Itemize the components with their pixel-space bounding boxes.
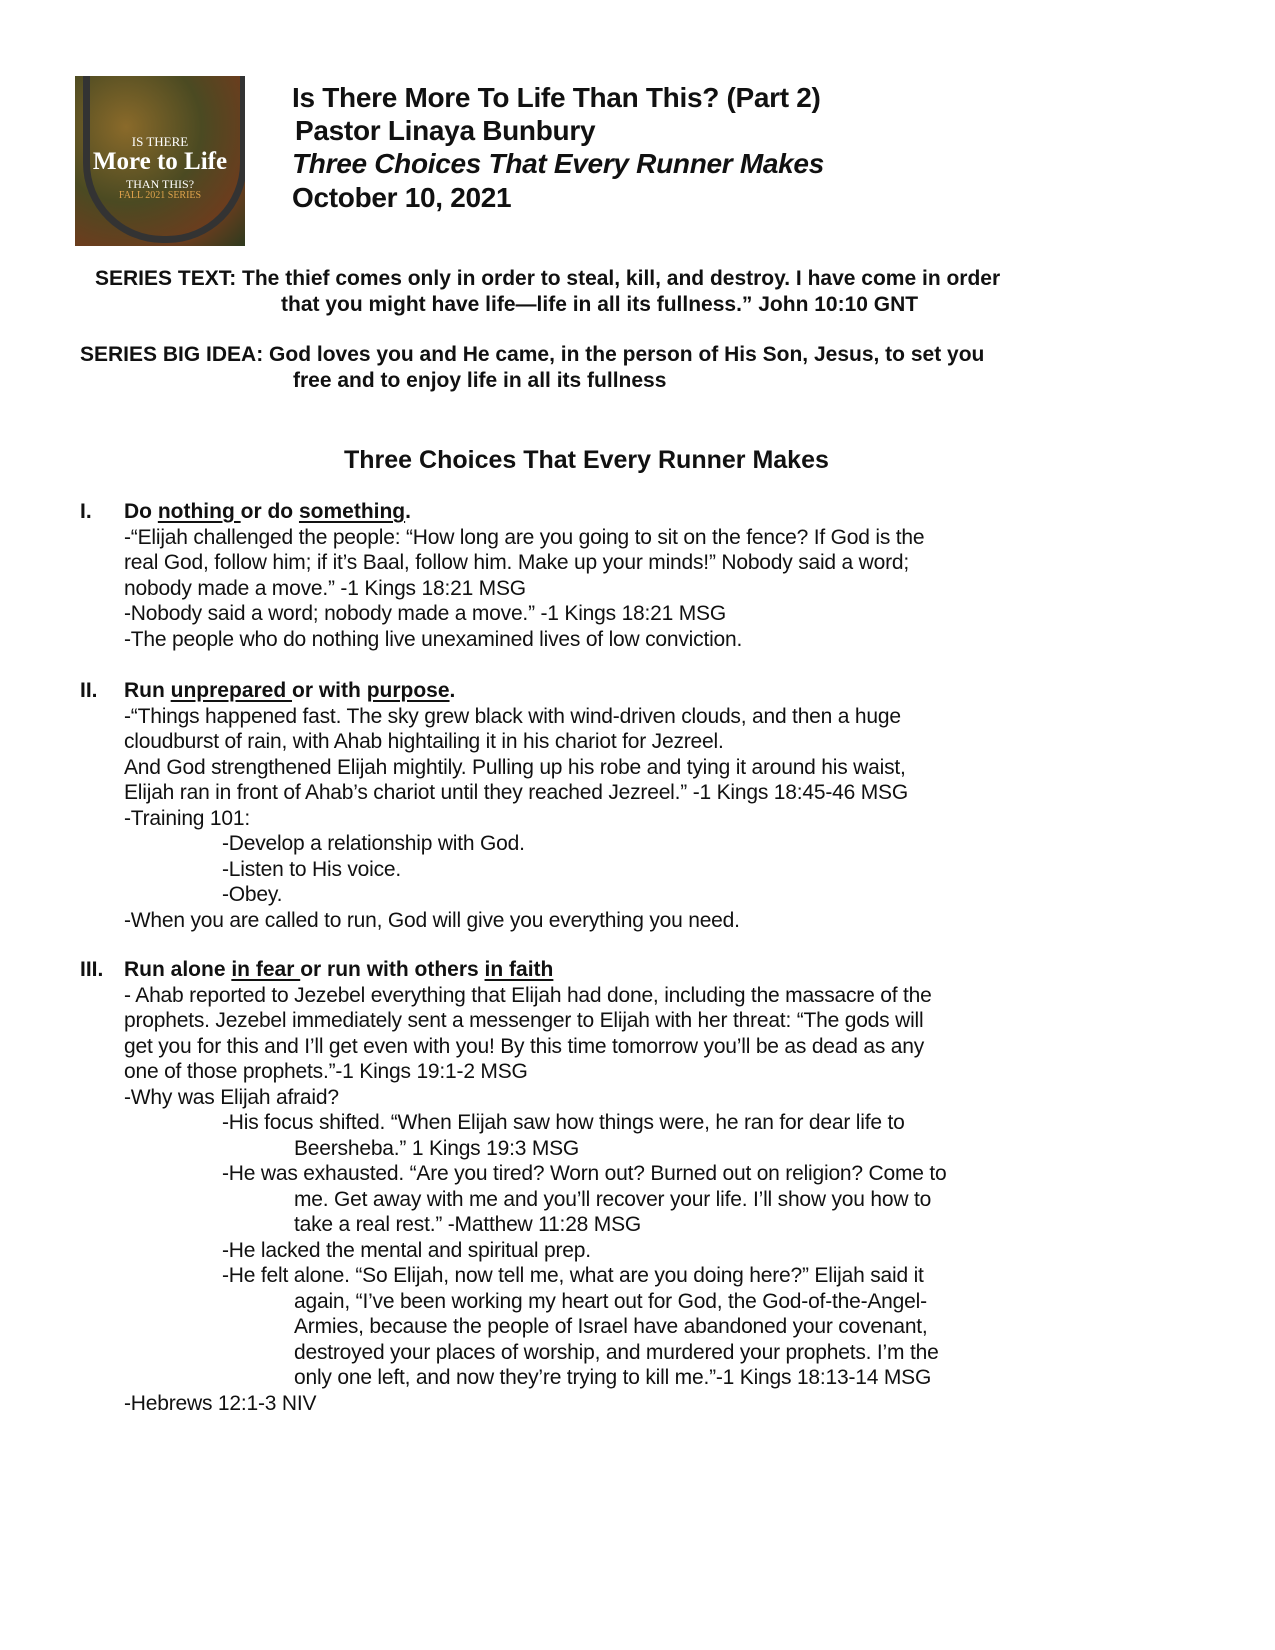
heading-text: Do xyxy=(124,500,158,523)
section-number: II. xyxy=(80,679,98,702)
note-line: -“Things happened fast. The sky grew black with wind-driven clouds, and then a huge xyxy=(124,704,901,728)
underlined-keyword: purpose xyxy=(366,679,450,702)
note-line: -The people who do nothing live unexamined lives of low conviction. xyxy=(124,627,743,651)
section-number: III. xyxy=(80,958,104,981)
heading-text: . xyxy=(405,500,411,523)
section-heading xyxy=(124,958,553,982)
series-text: SERIES TEXT: The thief comes only in order to steal, kill, and destroy. I have come in order xyxy=(95,267,1001,290)
note-line: -When you are called to run, God will give you everything you need. xyxy=(124,908,740,932)
section-title: Three Choices That Every Runner Makes xyxy=(344,446,829,474)
note-line: - Ahab reported to Jezebel everything that Elijah had done, including the massacre of the xyxy=(124,983,932,1007)
note-line: -He lacked the mental and spiritual prep. xyxy=(222,1238,591,1262)
underlined-keyword: in fear xyxy=(231,958,301,981)
note-line: one of those prophets.”-1 Kings 19:1-2 MSG xyxy=(124,1060,528,1083)
note-line: take a real rest.” -Matthew 11:28 MSG xyxy=(294,1213,642,1236)
underlined-keyword: unprepared xyxy=(170,679,293,702)
logo-text: THAN THIS? xyxy=(125,177,195,191)
note-line: -Hebrews 12:1-3 NIV xyxy=(124,1391,317,1415)
section-number: I. xyxy=(80,500,92,523)
logo-text: FALL 2021 SERIES xyxy=(118,190,202,201)
sermon-date: October 10, 2021 xyxy=(292,182,512,213)
sermon-title: Is There More To Life Than This? (Part 2) xyxy=(292,82,821,113)
note-line: destroyed your places of worship, and murdered your prophets. I’m the xyxy=(294,1340,939,1364)
note-line: -Nobody said a word; nobody made a move.” -1 Kings 18:21 MSG xyxy=(124,602,726,625)
note-line: only one left, and now they’re trying to kill me.”-1 Kings 18:13-14 MSG xyxy=(294,1366,932,1389)
note-line: -Why was Elijah afraid? xyxy=(124,1085,339,1109)
sermon-subtitle: Three Choices That Every Runner Makes xyxy=(292,148,824,179)
underlined-keyword: nothing xyxy=(157,500,241,523)
logo-text: IS THERE xyxy=(131,134,189,149)
series-big-idea: SERIES BIG IDEA: God loves you and He came, in the person of His Son, Jesus, to set you xyxy=(80,343,985,366)
heading-text: Run xyxy=(124,679,171,702)
series-logo-image xyxy=(75,76,245,246)
heading-text: . xyxy=(449,679,456,702)
note-line: -“Elijah challenged the people: “How long are you going to sit on the fence? If God is the xyxy=(124,525,925,549)
note-line: Elijah ran in front of Ahab’s chariot until they reached Jezreel.” -1 Kings 18:45-46 MSG xyxy=(124,781,908,804)
series-text-cont: that you might have life—life in all its fullness.” John 10:10 GNT xyxy=(281,293,919,316)
note-line: And God strengthened Elijah mightily. Pulling up his robe and tying it around his waist, xyxy=(124,755,906,779)
note-line: -Obey. xyxy=(222,883,283,906)
underlined-keyword: in faith xyxy=(484,958,554,981)
note-line: -Training 101: xyxy=(124,806,250,830)
note-line: cloudburst of rain, with Ahab hightailing it in his chariot for Jezreel. xyxy=(124,730,724,753)
heading-text: or with xyxy=(292,679,367,702)
note-line: get you for this and I’ll get even with you! By this time tomorrow you’ll be as dead as any xyxy=(124,1034,925,1058)
note-line: Beersheba.” 1 Kings 19:3 MSG xyxy=(294,1136,580,1160)
pastor-name: Pastor Linaya Bunbury xyxy=(295,115,596,146)
series-big-idea-cont: free and to enjoy life in all its fullness xyxy=(293,369,667,392)
note-line: -He felt alone. “So Elijah, now tell me, what are you doing here?” Elijah said it xyxy=(222,1264,924,1287)
note-line: -His focus shifted. “When Elijah saw how things were, he ran for dear life to xyxy=(222,1111,905,1134)
note-line: Armies, because the people of Israel have abandoned your covenant, xyxy=(294,1315,928,1338)
note-line: me. Get away with me and you’ll recover your life. I’ll show you how to xyxy=(294,1187,932,1211)
note-line: nobody made a move.” -1 Kings 18:21 MSG xyxy=(124,576,526,600)
heading-text: Run alone xyxy=(124,958,232,981)
note-line: -Develop a relationship with God. xyxy=(222,832,525,855)
note-line: real God, follow him; if it’s Baal, follow him. Make up your minds!” Nobody said a word; xyxy=(124,551,910,574)
heading-text: or do xyxy=(240,500,299,523)
note-line: again, “I’ve been working my heart out for God, the God-of-the-Angel- xyxy=(294,1289,927,1313)
logo-text: More to Life xyxy=(92,148,228,175)
section-heading xyxy=(124,679,455,703)
note-line: -He was exhausted. “Are you tired? Worn out? Burned out on religion? Come to xyxy=(222,1162,947,1185)
section-heading xyxy=(124,500,411,524)
heading-text: or run with others xyxy=(300,958,485,981)
underlined-keyword: something xyxy=(298,500,406,523)
note-line: prophets. Jezebel immediately sent a messenger to Elijah with her threat: “The gods will xyxy=(124,1009,924,1032)
note-line: -Listen to His voice. xyxy=(222,857,402,881)
